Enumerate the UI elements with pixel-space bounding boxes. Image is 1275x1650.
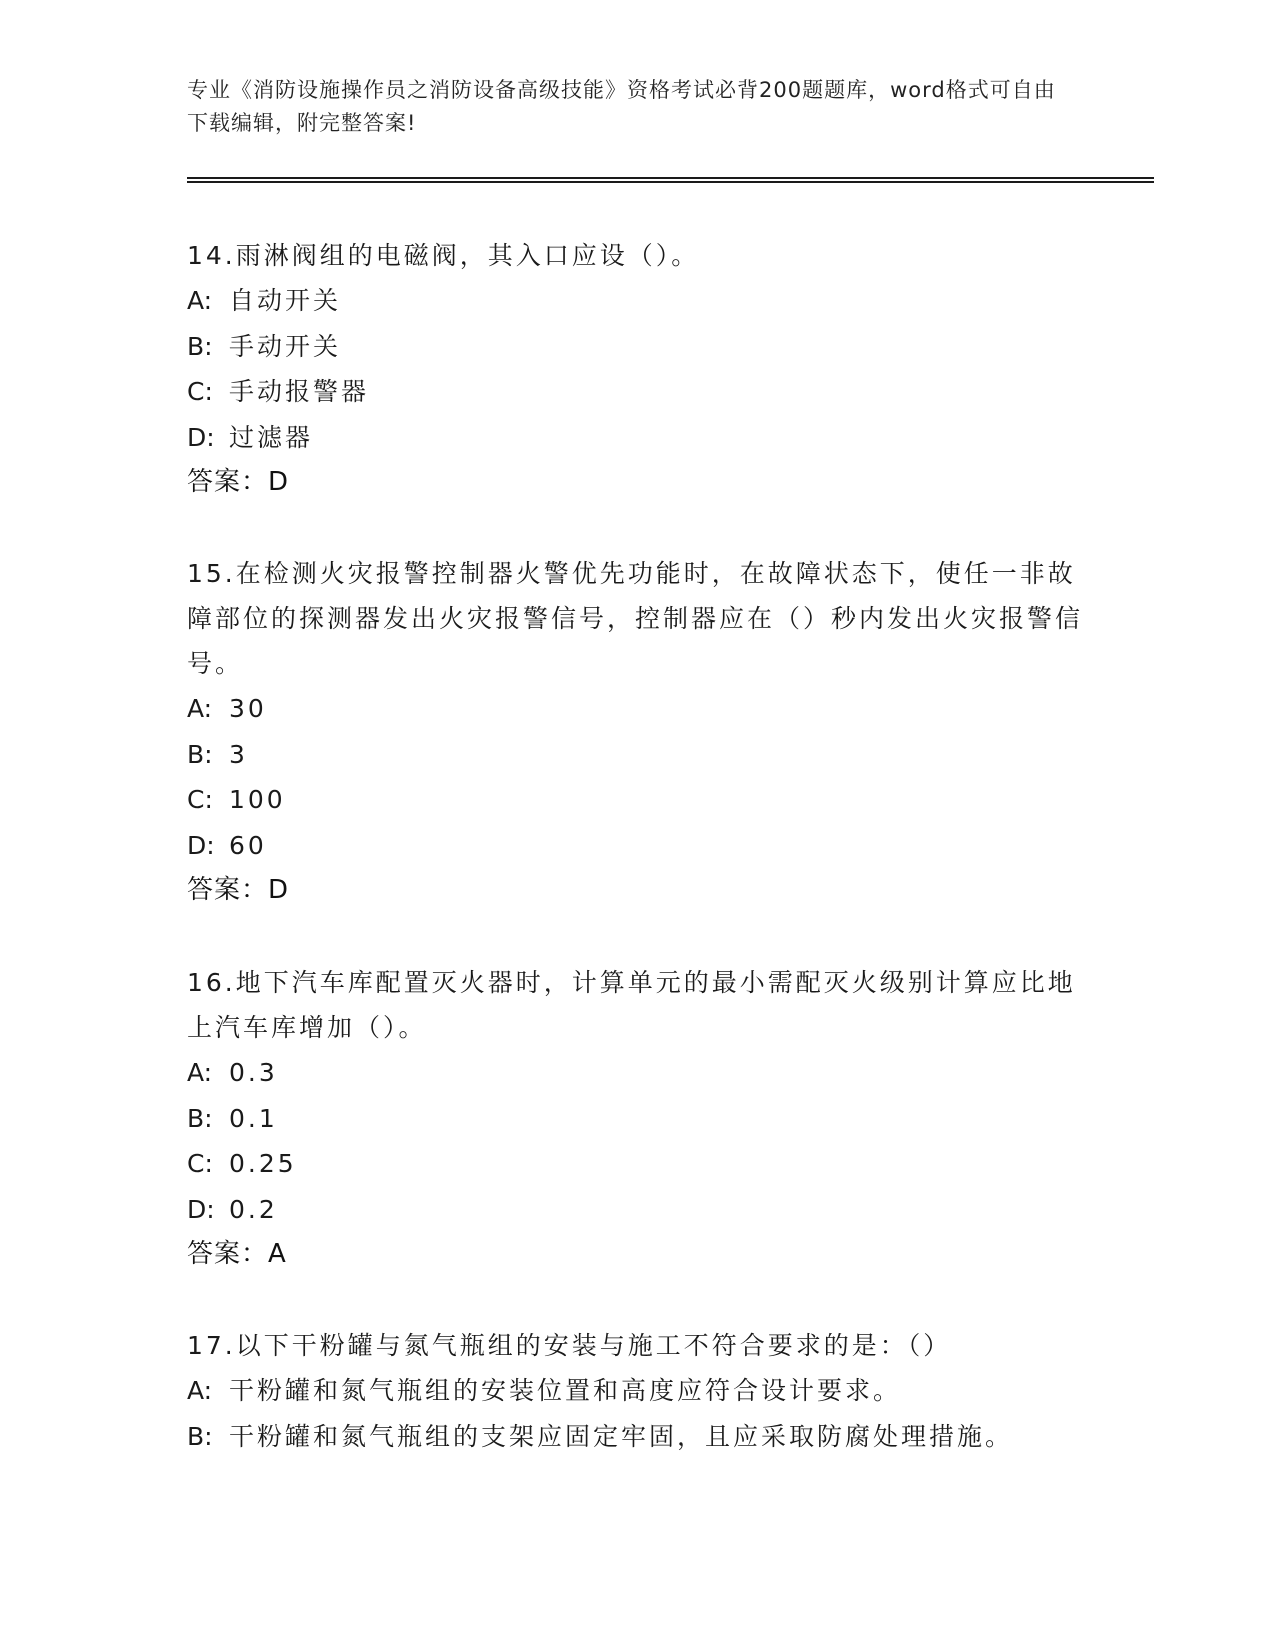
option-text: 0.2 xyxy=(229,1194,278,1224)
option-text: 自动开关 xyxy=(229,286,342,315)
option-text: 0.1 xyxy=(229,1103,278,1133)
option-a xyxy=(187,1050,1087,1096)
option-a xyxy=(187,1368,1087,1414)
option-text: 干粉罐和氮气瓶组的支架应固定牢固，且应采取防腐处理措施。 xyxy=(229,1421,1014,1451)
option-text: 60 xyxy=(229,830,267,860)
option-d xyxy=(187,823,1087,869)
option-b xyxy=(187,1414,1087,1460)
option-letter: A: xyxy=(187,1058,213,1087)
question-stem: 17.以下干粉罐与氮气瓶组的安装与施工不符合要求的是：（） xyxy=(187,1331,952,1360)
header-divider-top xyxy=(187,177,1154,179)
option-text: 30 xyxy=(229,694,267,723)
option-letter: B: xyxy=(187,331,213,361)
option-c xyxy=(187,1141,1087,1187)
option-letter: B: xyxy=(187,1421,213,1451)
document-header: 专业《消防设施操作员之消防设备高级技能》资格考试必背200题题库，word格式可自由下载编辑，附完整答案! xyxy=(187,78,1056,135)
option-letter: D: xyxy=(187,1194,215,1224)
option-a xyxy=(187,686,1087,732)
option-a xyxy=(187,278,1087,324)
answer-line: 答案：A xyxy=(187,1239,287,1269)
question-16 xyxy=(187,960,1087,1277)
option-text: 100 xyxy=(229,785,286,814)
option-b xyxy=(187,732,1087,778)
option-c xyxy=(187,777,1087,823)
question-stem: 16.地下汽车库配置灭火器时，计算单元的最小需配灭火级别计算应比地上汽车库增加（）。 xyxy=(187,968,1076,1042)
option-letter: A: xyxy=(187,1376,213,1405)
answer-line: 答案：D xyxy=(187,467,290,497)
option-text: 干粉罐和氮气瓶组的安装位置和高度应符合设计要求。 xyxy=(229,1376,902,1405)
option-letter: D: xyxy=(187,422,215,452)
option-letter: B: xyxy=(187,739,213,769)
question-stem: 14.雨淋阀组的电磁阀，其入口应设（）。 xyxy=(187,241,700,270)
option-b xyxy=(187,1096,1087,1142)
header-divider-bottom xyxy=(187,181,1154,183)
question-14 xyxy=(187,233,1087,505)
option-letter: A: xyxy=(187,694,213,723)
question-stem: 15.在检测火灾报警控制器火警优先功能时，在故障状态下，使任一非故障部位的探测器发出火灾报警信号，控制器应在（）秒内发出火灾报警信号。 xyxy=(187,559,1084,678)
option-text: 0.3 xyxy=(229,1058,278,1087)
option-d xyxy=(187,415,1087,461)
option-letter: D: xyxy=(187,830,215,860)
option-letter: C: xyxy=(187,1149,213,1178)
question-15 xyxy=(187,551,1087,913)
option-text: 0.25 xyxy=(229,1149,297,1178)
option-b xyxy=(187,324,1087,370)
answer-line: 答案：D xyxy=(187,875,290,905)
option-text: 过滤器 xyxy=(229,422,314,452)
option-text: 手动开关 xyxy=(229,331,342,361)
option-letter: C: xyxy=(187,785,213,814)
option-text: 手动报警器 xyxy=(229,377,370,406)
option-text: 3 xyxy=(229,739,248,769)
option-d xyxy=(187,1187,1087,1233)
option-letter: A: xyxy=(187,286,213,315)
question-17 xyxy=(187,1323,1087,1459)
option-letter: C: xyxy=(187,377,213,406)
option-letter: B: xyxy=(187,1103,213,1133)
option-c xyxy=(187,369,1087,415)
